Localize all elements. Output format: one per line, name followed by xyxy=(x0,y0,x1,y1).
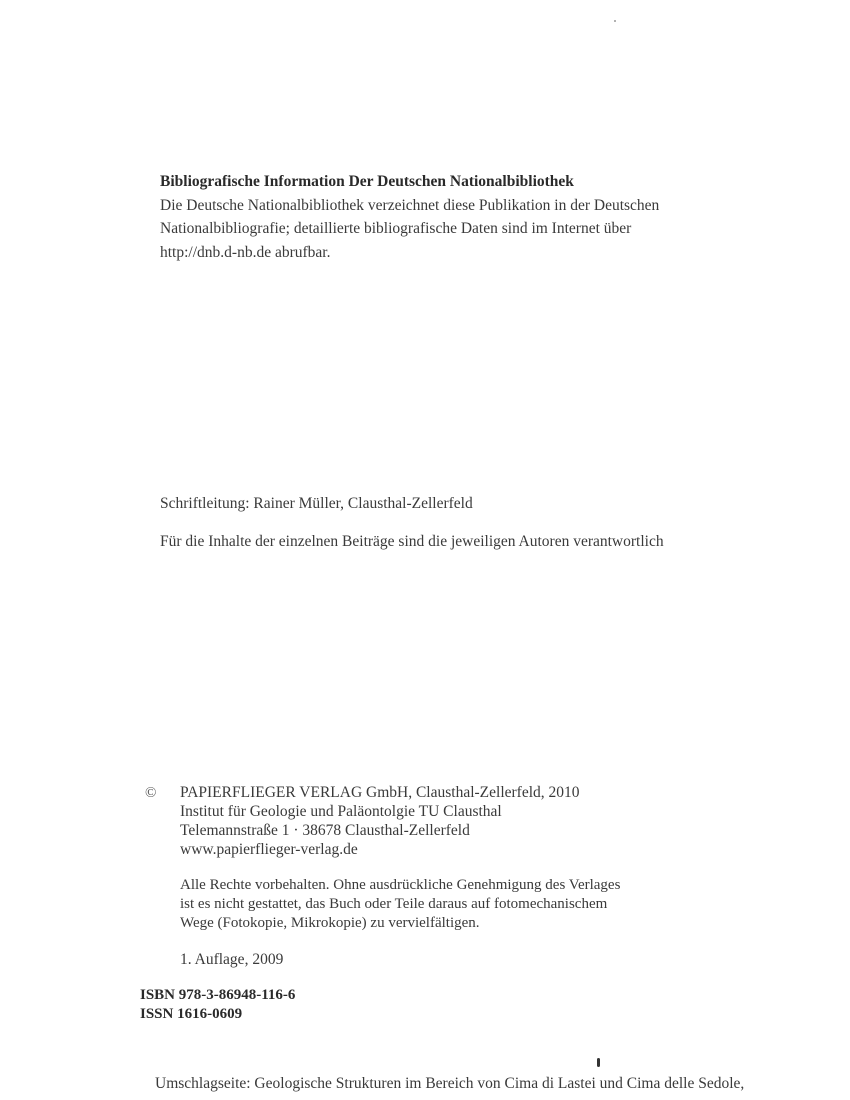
copyright-symbol: © xyxy=(145,785,157,801)
scan-speck xyxy=(614,20,616,22)
rights-line: Wege (Fotokopie, Mikrokopie) zu vervielfältigen. xyxy=(180,915,480,931)
publisher-info xyxy=(145,783,580,859)
bibliographic-line: Die Deutsche Nationalbibliothek verzeichnet diese Publikation in der Deutschen xyxy=(160,196,660,214)
responsibility-line: Für die Inhalte der einzelnen Beiträge sind die jeweiligen Autoren verantwortlich xyxy=(160,533,664,550)
editor-line: Schriftleitung: Rainer Müller, Clausthal-Zellerfeld xyxy=(160,495,473,512)
publisher-address: Telemannstraße 1 · 38678 Clausthal-Zellerfeld xyxy=(180,822,470,839)
cover-caption xyxy=(155,1072,744,1095)
cover-caption-text: Umschlagseite: Geologische Strukturen im Bereich von Cima di Lastei und Cima delle Sedole, xyxy=(155,1075,745,1092)
bibliographic-line: http://dnb.d-nb.de abrufbar. xyxy=(160,243,331,261)
edition-line: 1. Auflage, 2009 xyxy=(180,951,284,968)
scan-speck xyxy=(597,1058,600,1067)
edition-info xyxy=(180,948,283,971)
rights-line: Alle Rechte vorbehalten. Ohne ausdrückliche Genehmigung des Verlages xyxy=(180,877,621,893)
rights-notice xyxy=(180,876,620,933)
publisher-name: PAPIERFLIEGER VERLAG GmbH, Clausthal-Zellerfeld, 2010 xyxy=(180,784,580,801)
rights-line: ist es nicht gestattet, das Buch oder Teile daraus auf fotomechanischem xyxy=(180,896,608,912)
identifiers xyxy=(140,986,295,1024)
isbn: ISBN 978-3-86948-116-6 xyxy=(140,987,296,1003)
publisher-institute: Institut für Geologie und Paläontolgie TU Clausthal xyxy=(180,803,502,820)
editorial-info xyxy=(160,494,664,552)
bibliographic-heading: Bibliografische Information Der Deutschen Nationalbibliothek xyxy=(160,173,574,190)
publisher-website: www.papierflieger-verlag.de xyxy=(180,841,358,858)
bibliographic-info xyxy=(160,170,659,264)
issn: ISSN 1616-0609 xyxy=(140,1006,243,1022)
bibliographic-line: Nationalbibliografie; detaillierte bibliografische Daten sind im Internet über xyxy=(160,220,632,237)
